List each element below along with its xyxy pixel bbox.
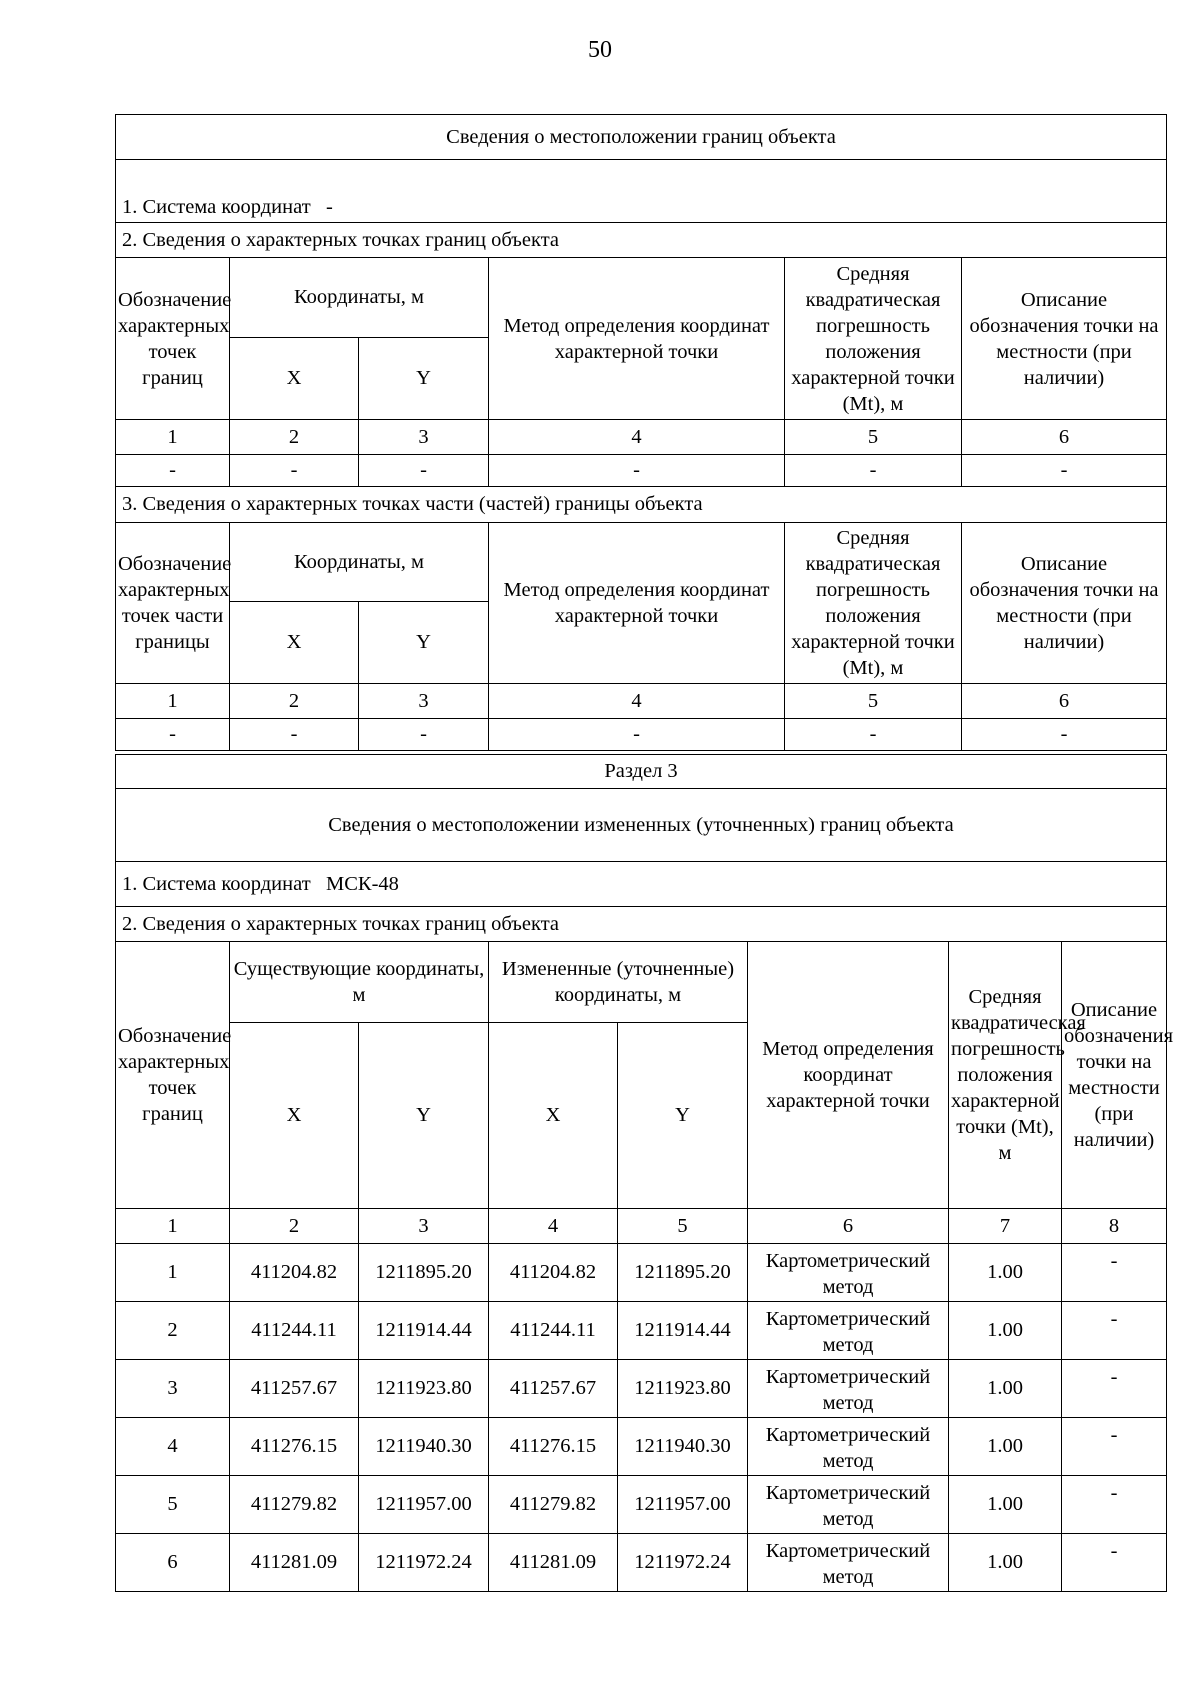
header-coordinates: Координаты, м <box>230 523 489 602</box>
x-changed: 411257.67 <box>489 1360 618 1418</box>
header-x: X <box>230 602 359 684</box>
column-number: 2 <box>230 420 359 455</box>
column-number: 6 <box>748 1209 949 1244</box>
y-changed: 1211957.00 <box>618 1476 748 1534</box>
x-changed: 411244.11 <box>489 1302 618 1360</box>
error: 1.00 <box>949 1418 1062 1476</box>
y-changed: 1211895.20 <box>618 1244 748 1302</box>
empty-cell: - <box>359 719 489 751</box>
table-row <box>116 1302 1167 1360</box>
description: - <box>1062 1534 1167 1592</box>
column-number: 3 <box>359 420 489 455</box>
point-id: 5 <box>116 1476 230 1534</box>
description: - <box>1062 1418 1167 1476</box>
header-description: Описание обозначения точки на местности (при наличии) <box>962 523 1167 684</box>
x-existing: 411257.67 <box>230 1360 359 1418</box>
coord-system-value: МСК-48 <box>326 872 399 895</box>
table-row <box>116 1476 1167 1534</box>
error: 1.00 <box>949 1360 1062 1418</box>
column-number: 4 <box>489 420 785 455</box>
header-coordinates: Координаты, м <box>230 258 489 338</box>
column-number: 1 <box>116 684 230 719</box>
x-changed: 411279.82 <box>489 1476 618 1534</box>
header-designation: Обозначение характерных точек границ <box>116 942 230 1209</box>
header-x: X <box>230 338 359 420</box>
point-id: 1 <box>116 1244 230 1302</box>
empty-cell: - <box>489 719 785 751</box>
table-row <box>116 1418 1167 1476</box>
table-row <box>116 1244 1167 1302</box>
empty-cell: - <box>962 719 1167 751</box>
coord-system-label: 1. Система координат <box>122 872 311 895</box>
header-existing-coordinates: Существующие координаты, м <box>230 942 489 1023</box>
method: Картометрический метод <box>748 1244 949 1302</box>
description: - <box>1062 1476 1167 1534</box>
coord-system-row <box>116 862 1167 907</box>
x-existing: 411279.82 <box>230 1476 359 1534</box>
y-changed: 1211972.24 <box>618 1534 748 1592</box>
section-title: Сведения о местоположении границ объекта <box>116 115 1167 160</box>
y-existing: 1211895.20 <box>359 1244 489 1302</box>
x-existing: 411281.09 <box>230 1534 359 1592</box>
method: Картометрический метод <box>748 1302 949 1360</box>
header-designation: Обозначение характерных точек части границы <box>116 523 230 684</box>
empty-cell: - <box>116 719 230 751</box>
y-changed: 1211940.30 <box>618 1418 748 1476</box>
column-number: 7 <box>949 1209 1062 1244</box>
table-row <box>116 1534 1167 1592</box>
header-description: Описание обозначения точки на местности (при наличии) <box>962 258 1167 420</box>
column-number: 8 <box>1062 1209 1167 1244</box>
page-number: 50 <box>588 37 612 63</box>
error: 1.00 <box>949 1302 1062 1360</box>
empty-cell: - <box>489 455 785 487</box>
x-existing: 411276.15 <box>230 1418 359 1476</box>
y-existing: 1211923.80 <box>359 1360 489 1418</box>
empty-cell: - <box>785 455 962 487</box>
column-number: 5 <box>785 420 962 455</box>
y-existing: 1211940.30 <box>359 1418 489 1476</box>
empty-cell: - <box>785 719 962 751</box>
x-existing: 411244.11 <box>230 1302 359 1360</box>
header-x-changed: X <box>489 1023 618 1209</box>
description: - <box>1062 1244 1167 1302</box>
empty-cell: - <box>230 719 359 751</box>
changed-boundaries-table <box>115 754 1174 1592</box>
x-changed: 411204.82 <box>489 1244 618 1302</box>
point-id: 6 <box>116 1534 230 1592</box>
column-number: 4 <box>489 684 785 719</box>
point-id: 4 <box>116 1418 230 1476</box>
header-designation: Обозначение характерных точек границ <box>116 258 230 420</box>
error: 1.00 <box>949 1244 1062 1302</box>
y-changed: 1211923.80 <box>618 1360 748 1418</box>
section-label: Раздел 3 <box>116 755 1167 789</box>
point-id: 2 <box>116 1302 230 1360</box>
header-changed-coordinates: Измененные (уточненные) координаты, м <box>489 942 748 1023</box>
x-changed: 411281.09 <box>489 1534 618 1592</box>
empty-cell: - <box>962 455 1167 487</box>
method: Картометрический метод <box>748 1476 949 1534</box>
column-number: 6 <box>962 420 1167 455</box>
column-number: 6 <box>962 684 1167 719</box>
column-number: 3 <box>359 1209 489 1244</box>
header-y: Y <box>359 602 489 684</box>
column-number: 3 <box>359 684 489 719</box>
method: Картометрический метод <box>748 1534 949 1592</box>
boundary-points-heading: 2. Сведения о характерных точках границ объекта <box>116 223 1167 258</box>
point-id: 3 <box>116 1360 230 1418</box>
table-row <box>116 1360 1167 1418</box>
header-x-existing: X <box>230 1023 359 1209</box>
column-number: 2 <box>230 1209 359 1244</box>
header-error: Средняя квадратическая погрешность положения характерной точки (Mt), м <box>785 258 962 420</box>
section-title: Сведения о местоположении измененных (уточненных) границ объекта <box>116 789 1167 862</box>
boundary-points-heading: 2. Сведения о характерных точках границ объекта <box>116 907 1167 942</box>
empty-cell: - <box>230 455 359 487</box>
y-changed: 1211914.44 <box>618 1302 748 1360</box>
method: Картометрический метод <box>748 1418 949 1476</box>
x-existing: 411204.82 <box>230 1244 359 1302</box>
empty-cell: - <box>116 455 230 487</box>
header-error: Средняя квадратическая погрешность положения характерной точки (Mt), м <box>785 523 962 684</box>
y-existing: 1211972.24 <box>359 1534 489 1592</box>
column-number: 1 <box>116 1209 230 1244</box>
error: 1.00 <box>949 1476 1062 1534</box>
column-number: 4 <box>489 1209 618 1244</box>
column-number: 1 <box>116 420 230 455</box>
part-points-heading: 3. Сведения о характерных точках части (частей) границы объекта <box>116 487 1167 523</box>
header-method: Метод определения координат характерной точки <box>748 942 949 1209</box>
coord-system-value: - <box>326 195 333 218</box>
header-y-changed: Y <box>618 1023 748 1209</box>
description: - <box>1062 1302 1167 1360</box>
boundaries-table <box>115 114 1167 751</box>
y-existing: 1211957.00 <box>359 1476 489 1534</box>
header-description: Описание обозначения точки на местности (при наличии) <box>1062 942 1167 1209</box>
header-y: Y <box>359 338 489 420</box>
method: Картометрический метод <box>748 1360 949 1418</box>
header-y-existing: Y <box>359 1023 489 1209</box>
column-number: 5 <box>618 1209 748 1244</box>
y-existing: 1211914.44 <box>359 1302 489 1360</box>
column-number: 2 <box>230 684 359 719</box>
x-changed: 411276.15 <box>489 1418 618 1476</box>
description: - <box>1062 1360 1167 1418</box>
header-error: Средняя квадратическая погрешность положения характерной точки (Mt), м <box>949 942 1062 1209</box>
coord-system-row <box>116 160 1167 223</box>
coord-system-label: 1. Система координат <box>122 195 311 218</box>
header-method: Метод определения координат характерной точки <box>489 258 785 420</box>
empty-cell: - <box>359 455 489 487</box>
header-method: Метод определения координат характерной точки <box>489 523 785 684</box>
error: 1.00 <box>949 1534 1062 1592</box>
column-number: 5 <box>785 684 962 719</box>
